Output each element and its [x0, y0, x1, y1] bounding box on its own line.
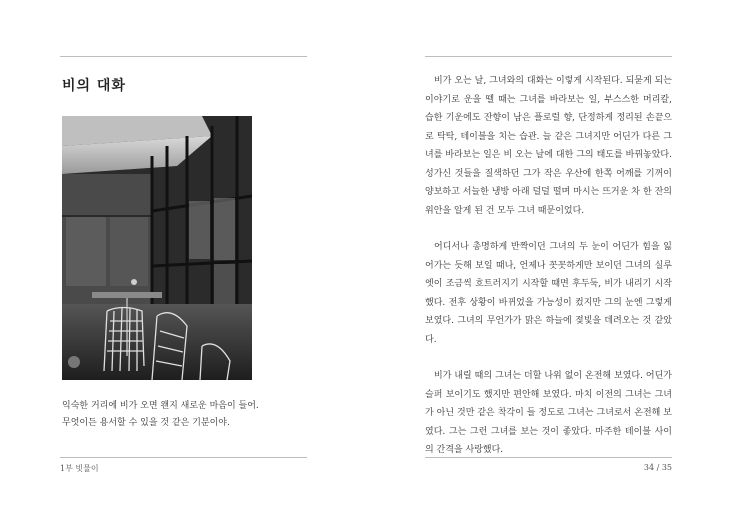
paragraph: 비가 내릴 때의 그녀는 더할 나위 없이 온전해 보였다. 어딘가 슬퍼 보이기도 했지만 편안해 보였다. 마치 이전의 그녀는 그녀가 아닌 것만 같은 착각이 들 정도로 그녀는 그녀로서 온전해 보였다. 그는 그런 그녀를 보는 것이 좋았다. 마주한 테이블 사이의 간격을 사랑했다.	[425, 371, 672, 455]
photo-caption	[62, 398, 322, 432]
chapter-title: 비의 대화	[62, 78, 126, 94]
paragraph: 비가 오는 날, 그녀와의 대화는 이렇게 시작된다. 되묻게 되는 이야기로 운을 뗄 때는 그녀를 바라보는 일, 부스스한 머리칼, 습한 기운에도 잔향이 남은 플로럴 향, 단정하게 정리된 손끝으로 탁탁, 테이블을 치는 습관. 늘 같은 그녀지만 어딘가 다른 그녀를 바라보는 일은 비 오는 날에 대한 그의 태도를 바꿔놓았다. 성가신 것들을 질색하던 그가 작은 우산에 한쪽 어깨를 기꺼이 양보하고 서늘한 냉방 아래 덜덜 떨며 마시는 뜨거운 차 한 잔의 위안을 알게 된 건 모두 그녀 때문이었다.	[425, 76, 672, 216]
caption-line: 무엇이든 용서할 수 있을 것 같은 기분이야.	[62, 418, 230, 428]
footer-rule	[60, 457, 307, 458]
top-rule	[60, 56, 307, 57]
paragraph: 어디서나 총명하게 반짝이던 그녀의 두 눈이 어딘가 힘을 잃어가는 듯해 보일 때나, 언제나 꼿꼿하게만 보이던 그녀의 실루엣이 조금씩 흐트러지기 시작할 때면 후두둑, 비가 내리기 시작했다. 전후 상황이 바뀌었을 가능성이 컸지만 그의 눈엔 그렇게 보였다. 그녀의 무언가가 맑은 하늘에 젖빛을 데려오는 것 같았다.	[425, 242, 672, 345]
cafe-photo	[62, 116, 252, 380]
caption-line: 익숙한 거리에 비가 오면 왠지 새로운 마음이 들어.	[62, 401, 259, 411]
body-text	[425, 72, 672, 478]
footer-rule	[425, 457, 672, 458]
top-rule	[425, 56, 672, 57]
page-number: 34 / 35	[643, 463, 672, 472]
running-footer: 1부 빗물이	[60, 464, 99, 473]
right-page	[365, 0, 730, 526]
